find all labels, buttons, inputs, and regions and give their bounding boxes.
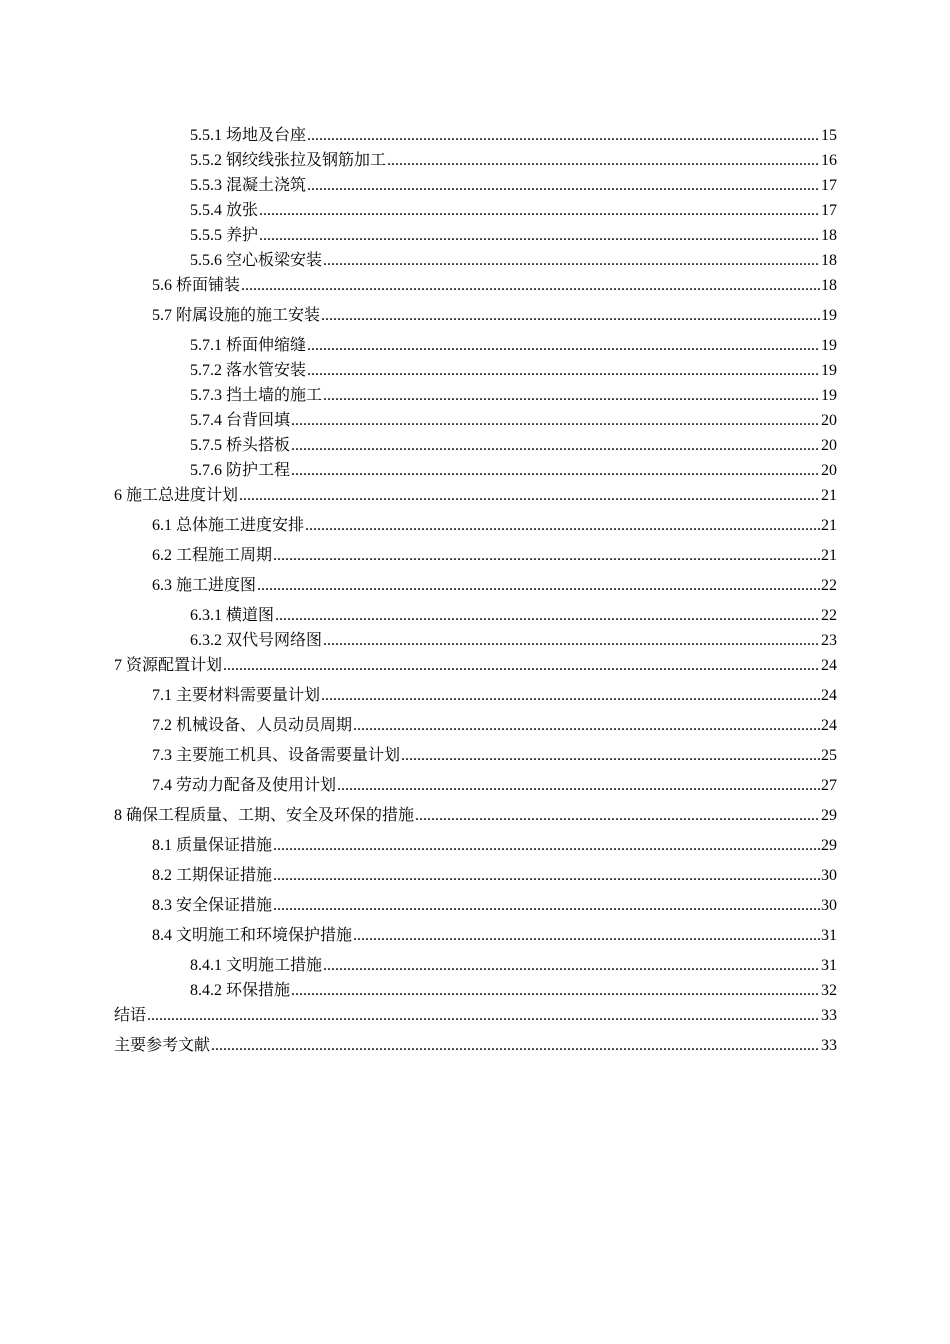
- toc-entry-page: 18: [821, 227, 837, 244]
- toc-leader-dots: [401, 746, 820, 766]
- toc-entry-page: 24: [821, 717, 837, 734]
- toc-entry-page: 31: [821, 957, 837, 974]
- toc-entry[interactable]: [190, 956, 837, 976]
- toc-entry-page: 31: [821, 927, 837, 944]
- toc-entry[interactable]: [152, 516, 837, 536]
- toc-entry[interactable]: [190, 226, 837, 246]
- toc-entry-title: 7 资源配置计划: [114, 657, 223, 674]
- toc-entry-page: 33: [821, 1037, 837, 1054]
- toc-leader-dots: [387, 151, 820, 171]
- toc-entry-title: 5.7.4 台背回填: [190, 412, 291, 429]
- toc-entry[interactable]: [152, 716, 837, 736]
- toc-entry-page: 32: [821, 982, 837, 999]
- toc-leader-dots: [239, 486, 820, 506]
- toc-leader-dots: [353, 926, 820, 946]
- toc-entry[interactable]: [152, 836, 837, 856]
- toc-entry-title: 5.5.5 养护: [190, 227, 259, 244]
- toc-leader-dots: [321, 686, 820, 706]
- toc-entry[interactable]: [114, 1036, 837, 1056]
- toc-entry[interactable]: [114, 656, 837, 676]
- toc-leader-dots: [323, 386, 820, 406]
- toc-entry-page: 17: [821, 202, 837, 219]
- toc-entry-title: 6.3 施工进度图: [152, 577, 257, 594]
- toc-entry[interactable]: [190, 176, 837, 196]
- toc-entry-page: 18: [821, 252, 837, 269]
- toc-entry[interactable]: [152, 776, 837, 796]
- toc-entry-title: 5.6 桥面铺装: [152, 277, 241, 294]
- toc-entry-title: 5.7.6 防护工程: [190, 462, 291, 479]
- toc-leader-dots: [321, 306, 820, 326]
- toc-leader-dots: [275, 606, 820, 626]
- toc-entry-page: 20: [821, 437, 837, 454]
- toc-leader-dots: [291, 461, 820, 481]
- toc-entry-title: 5.5.6 空心板梁安装: [190, 252, 323, 269]
- toc-entry-title: 5.5.4 放张: [190, 202, 259, 219]
- toc-entry[interactable]: [152, 306, 837, 326]
- toc-entry[interactable]: [190, 361, 837, 381]
- toc-entry-page: 22: [821, 577, 837, 594]
- toc-leader-dots: [305, 516, 820, 536]
- toc-leader-dots: [223, 656, 820, 676]
- toc-entry-title: 5.7.1 桥面伸缩缝: [190, 337, 307, 354]
- toc-entry[interactable]: [190, 251, 837, 271]
- toc-entry-title: 8 确保工程质量、工期、安全及环保的措施: [114, 807, 415, 824]
- toc-leader-dots: [307, 336, 820, 356]
- toc-leader-dots: [307, 126, 820, 146]
- toc-entry-page: 15: [821, 127, 837, 144]
- toc-entry-page: 19: [821, 362, 837, 379]
- toc-leader-dots: [273, 896, 820, 916]
- toc-entry-page: 23: [821, 632, 837, 649]
- toc-leader-dots: [307, 361, 820, 381]
- toc-leader-dots: [257, 576, 820, 596]
- toc-entry-title: 6.1 总体施工进度安排: [152, 517, 305, 534]
- toc-entry[interactable]: [190, 436, 837, 456]
- toc-entry-title: 7.2 机械设备、人员动员周期: [152, 717, 353, 734]
- toc-entry[interactable]: [190, 386, 837, 406]
- toc-entry-title: 7.1 主要材料需要量计划: [152, 687, 321, 704]
- toc-entry-page: 25: [821, 747, 837, 764]
- toc-entry[interactable]: [152, 896, 837, 916]
- toc-entry[interactable]: [190, 336, 837, 356]
- toc-entry-page: 20: [821, 462, 837, 479]
- toc-leader-dots: [323, 631, 820, 651]
- toc-entry[interactable]: [190, 126, 837, 146]
- toc-entry-page: 29: [821, 837, 837, 854]
- toc-entry-page: 21: [821, 517, 837, 534]
- toc-entry[interactable]: [190, 606, 837, 626]
- toc-entry[interactable]: [152, 866, 837, 886]
- toc-entry-page: 16: [821, 152, 837, 169]
- toc-entry[interactable]: [152, 686, 837, 706]
- toc-entry[interactable]: [152, 276, 837, 296]
- toc-entry-page: 21: [821, 547, 837, 564]
- toc-entry-title: 6.3.2 双代号网络图: [190, 632, 323, 649]
- toc-entry-page: 22: [821, 607, 837, 624]
- toc-entry-title: 7.4 劳动力配备及使用计划: [152, 777, 337, 794]
- toc-entry-title: 8.3 安全保证措施: [152, 897, 273, 914]
- toc-entry-title: 主要参考文献: [114, 1037, 211, 1054]
- toc-leader-dots: [259, 226, 820, 246]
- toc-entry-page: 27: [821, 777, 837, 794]
- toc-entry[interactable]: [190, 461, 837, 481]
- toc-leader-dots: [337, 776, 820, 796]
- toc-leader-dots: [307, 176, 820, 196]
- toc-entry-title: 8.1 质量保证措施: [152, 837, 273, 854]
- toc-leader-dots: [273, 866, 820, 886]
- toc-entry-title: 6.2 工程施工周期: [152, 547, 273, 564]
- toc-leader-dots: [353, 716, 820, 736]
- toc-entry-title: 8.2 工期保证措施: [152, 867, 273, 884]
- toc-entry[interactable]: [114, 806, 837, 826]
- toc-entry-page: 18: [821, 277, 837, 294]
- toc-leader-dots: [415, 806, 820, 826]
- toc-entry-title: 5.5.1 场地及台座: [190, 127, 307, 144]
- toc-entry[interactable]: [152, 746, 837, 766]
- toc-entry-page: 19: [821, 337, 837, 354]
- toc-entry-page: 30: [821, 867, 837, 884]
- toc-entry-title: 6.3.1 横道图: [190, 607, 275, 624]
- toc-entry-title: 7.3 主要施工机具、设备需要量计划: [152, 747, 401, 764]
- toc-leader-dots: [273, 546, 820, 566]
- toc-entry-page: 29: [821, 807, 837, 824]
- toc-entry-title: 5.7.3 挡土墙的施工: [190, 387, 323, 404]
- toc-entry[interactable]: [114, 1006, 837, 1026]
- toc-entry-title: 8.4.2 环保措施: [190, 982, 291, 999]
- toc-entry-title: 5.5.2 钢绞线张拉及钢筋加工: [190, 152, 387, 169]
- toc-entry[interactable]: [190, 631, 837, 651]
- toc-entry-title: 结语: [114, 1007, 147, 1024]
- toc-entry[interactable]: [152, 926, 837, 946]
- toc-entry-page: 33: [821, 1007, 837, 1024]
- toc-entry-page: 24: [821, 657, 837, 674]
- toc-leader-dots: [211, 1036, 820, 1056]
- toc-entry[interactable]: [190, 201, 837, 221]
- toc-entry-page: 24: [821, 687, 837, 704]
- toc-entry[interactable]: [114, 486, 837, 506]
- toc-entry-title: 5.7.5 桥头搭板: [190, 437, 291, 454]
- toc-leader-dots: [323, 251, 820, 271]
- toc-entry-title: 8.4 文明施工和环境保护措施: [152, 927, 353, 944]
- toc-leader-dots: [147, 1006, 820, 1026]
- toc-entry-title: 5.5.3 混凝土浇筑: [190, 177, 307, 194]
- toc-entry[interactable]: [190, 981, 837, 1001]
- toc-entry[interactable]: [152, 576, 837, 596]
- toc-leader-dots: [291, 411, 820, 431]
- toc-leader-dots: [291, 436, 820, 456]
- toc-leader-dots: [259, 201, 820, 221]
- toc-entry-title: 8.4.1 文明施工措施: [190, 957, 323, 974]
- toc-entry-page: 19: [821, 307, 837, 324]
- toc-entry[interactable]: [190, 151, 837, 171]
- toc-entry-page: 17: [821, 177, 837, 194]
- toc-entry[interactable]: [190, 411, 837, 431]
- toc-leader-dots: [241, 276, 820, 296]
- toc-entry[interactable]: [152, 546, 837, 566]
- toc-entry-page: 21: [821, 487, 837, 504]
- toc-leader-dots: [323, 956, 820, 976]
- toc-leader-dots: [273, 836, 820, 856]
- toc-entry-title: 6 施工总进度计划: [114, 487, 239, 504]
- toc-entry-title: 5.7 附属设施的施工安装: [152, 307, 321, 324]
- toc-entry-page: 20: [821, 412, 837, 429]
- toc-entry-title: 5.7.2 落水管安装: [190, 362, 307, 379]
- toc-entry-page: 19: [821, 387, 837, 404]
- toc-leader-dots: [291, 981, 820, 1001]
- toc-entry-page: 30: [821, 897, 837, 914]
